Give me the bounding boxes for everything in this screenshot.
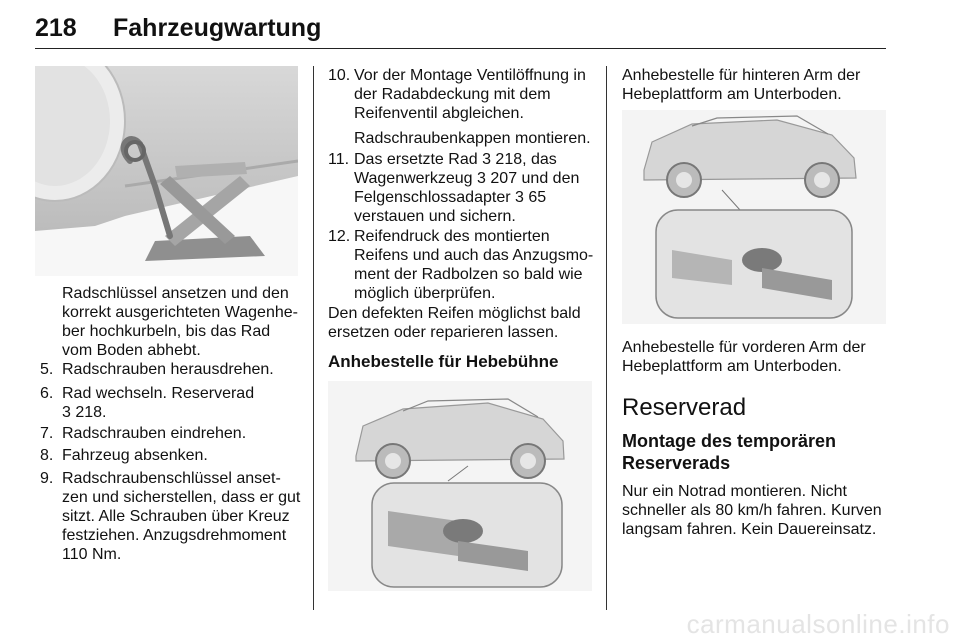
lift-point-heading: Anhebestelle für Hebebühne [328, 352, 559, 371]
column-divider-1 [313, 66, 314, 610]
reference-arrow-icon: 3 [515, 189, 524, 206]
page-reference[interactable]: 65 [528, 189, 547, 206]
column-divider-2 [606, 66, 607, 610]
lift-point-front-illustration [328, 381, 592, 591]
rear-lift-caption: Anhebestelle für hinteren Arm der Hebeplattform am Unterboden. [622, 67, 861, 103]
reference-arrow-icon: 3 [482, 151, 491, 168]
front-lift-caption: Anhebestelle für vorderen Arm der Hebeplattform am Unterboden. [622, 339, 866, 375]
lift-point-rear-illustration [622, 110, 886, 324]
spare-wheel-instructions: Nur ein Notrad montieren. Nicht schneller als 80 km/h fahren. Kurven langsam fahren. Kein Dauereinsatz. [622, 483, 882, 538]
subsection-title: Montage des temporären Reserverads [622, 431, 837, 473]
page-reference[interactable]: 207 und den [490, 170, 580, 187]
page-title: Fahrzeugwartung [113, 14, 322, 42]
page-number: 218 [35, 14, 77, 42]
section-title-reserverad: Reserverad [622, 394, 747, 421]
page-header [35, 14, 886, 49]
jack-illustration [35, 66, 298, 276]
watermark: carmanualsonline.info [686, 609, 950, 639]
page-reference[interactable]: 218, das [495, 151, 557, 168]
jack-instruction: Radschlüssel ansetzen und den korrekt ausgerichteten Wagenhe-ber hochkurbeln, bis das Rad vom Boden abhebt. [62, 285, 298, 359]
reference-arrow-icon: 3 [62, 404, 71, 421]
defective-tire-note: Den defekten Reifen möglichst bald ersetzen oder reparieren lassen. [328, 305, 581, 341]
reference-arrow-icon: 3 [477, 170, 486, 187]
page-reference[interactable]: 218. [75, 404, 107, 421]
